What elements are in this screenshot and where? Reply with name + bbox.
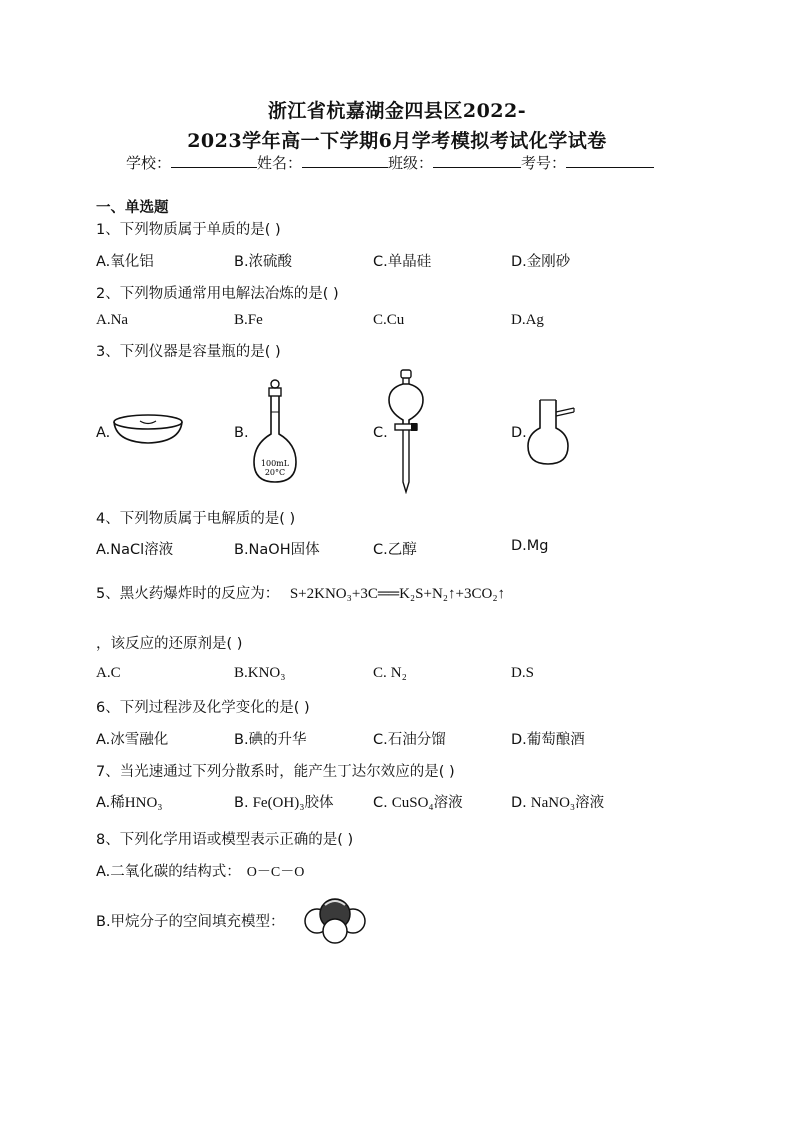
q2-option-d[interactable]: D.Ag	[511, 312, 544, 328]
exam-title-line-1: 浙江省杭嘉湖金四县区2022-	[267, 100, 527, 122]
q5-option-a[interactable]: A.C	[96, 665, 121, 681]
separatory-funnel-icon	[385, 368, 429, 494]
q4-option-a[interactable]: A.NaCl溶液	[96, 542, 174, 558]
exam-number-label: 考号：	[521, 154, 567, 172]
school-field[interactable]	[171, 153, 257, 168]
flask-temperature-label: 20°C	[264, 468, 286, 477]
q7-option-c-formula: CuSO₄	[391, 795, 434, 811]
q7-option-a[interactable]	[96, 791, 163, 812]
q7-option-c-label: C.	[373, 795, 388, 811]
q8-option-a-formula: O－C－O	[246, 865, 305, 880]
q8-option-b[interactable]	[96, 910, 285, 931]
q8-stem: 8、下列化学用语或模型表示正确的是( )	[96, 832, 354, 848]
q5-option-c[interactable]	[373, 665, 407, 682]
methane-space-filling-model-icon	[301, 893, 369, 945]
q6-option-a[interactable]: A.冰雪融化	[96, 732, 169, 748]
q1-option-b[interactable]: B.浓硫酸	[234, 254, 293, 270]
section-heading: 一、单选题	[96, 200, 169, 216]
q7-option-b-formula: Fe(OH)₃	[252, 795, 305, 811]
q1-option-c[interactable]: C.单晶硅	[373, 254, 432, 270]
q2-option-c[interactable]: C.Cu	[373, 312, 405, 328]
q6-option-c[interactable]: C.石油分馏	[373, 732, 446, 748]
q7-option-d-formula: NaNO₃	[530, 795, 576, 811]
q8-option-a-label: A.二氧化碳的结构式：	[96, 864, 241, 880]
class-label: 班级：	[388, 154, 434, 172]
q1-option-a[interactable]: A.氧化铝	[96, 254, 154, 270]
q7-option-d-label: D.	[511, 795, 527, 811]
exam-number-field[interactable]	[566, 153, 654, 168]
q1-option-d[interactable]: D.金刚砂	[511, 254, 571, 270]
exam-title-line-2: 2023学年高一下学期6月学考模拟考试化学试卷	[187, 130, 607, 152]
name-field[interactable]	[302, 153, 388, 168]
q7-option-a-formula: HNO₃	[124, 795, 163, 811]
q5-option-b-letter: B.	[234, 665, 248, 681]
q6-option-b[interactable]: B.碘的升华	[234, 732, 307, 748]
school-label: 学校：	[126, 154, 172, 172]
q5-equation: S+2KNO₃+3C══K₂S+N₂↑+3CO₂↑	[289, 586, 506, 602]
q3-option-d[interactable]: D.	[511, 425, 527, 441]
q7-option-b[interactable]	[234, 791, 333, 812]
q5-stem-line	[96, 582, 505, 603]
q7-option-c[interactable]	[373, 791, 463, 812]
q3-option-b[interactable]: B.	[234, 425, 249, 441]
q5-option-d[interactable]: D.S	[511, 665, 534, 681]
q4-option-b[interactable]: B.NaOH固体	[234, 542, 320, 558]
q3-stem: 3、下列仪器是容量瓶的是( )	[96, 344, 281, 360]
q4-option-d[interactable]: D.Mg	[511, 538, 549, 554]
q2-option-b[interactable]: B.Fe	[234, 312, 263, 328]
q7-option-b-suffix: 胶体	[304, 795, 334, 811]
q7-option-d[interactable]	[511, 791, 604, 812]
q5-stem-prefix: 5、黑火药爆炸时的反应为：	[96, 586, 280, 602]
q2-option-a[interactable]: A.Na	[96, 312, 129, 328]
distillation-flask-icon	[526, 398, 578, 466]
q1-stem: 1、下列物质属于单质的是( )	[96, 222, 281, 238]
q4-option-c[interactable]: C.乙醇	[373, 542, 417, 558]
q4-stem: 4、下列物质属于电解质的是( )	[96, 511, 296, 527]
q7-option-c-suffix: 溶液	[433, 795, 463, 811]
q5-stem-suffix: ，该反应的还原剂是( )	[96, 636, 243, 652]
q8-option-b-label: B.甲烷分子的空间填充模型：	[96, 914, 285, 930]
q7-option-a-label: A.稀	[96, 795, 125, 811]
student-info-row	[126, 152, 654, 173]
q5-option-b-formula: KNO₃	[247, 665, 286, 681]
name-label: 姓名：	[257, 154, 303, 172]
q7-stem: 7、当光速通过下列分散系时，能产生丁达尔效应的是( )	[96, 764, 455, 780]
q8-option-a[interactable]	[96, 860, 304, 881]
q3-option-a[interactable]: A.	[96, 425, 111, 441]
q5-option-c-letter: C.	[373, 665, 387, 681]
class-field[interactable]	[433, 153, 521, 168]
volumetric-flask-icon	[250, 378, 300, 486]
q6-option-d[interactable]: D.葡萄酿酒	[511, 732, 585, 748]
q7-option-d-suffix: 溶液	[575, 795, 605, 811]
evaporating-dish-icon	[110, 412, 186, 448]
q5-option-b[interactable]	[234, 665, 286, 682]
q2-stem: 2、下列物质通常用电解法冶炼的是( )	[96, 286, 339, 302]
q7-option-b-label: B.	[234, 795, 249, 811]
q6-stem: 6、下列过程涉及化学变化的是( )	[96, 700, 310, 716]
q3-option-c[interactable]: C.	[373, 425, 388, 441]
q5-option-c-formula: N₂	[390, 665, 407, 681]
flask-volume-label: 100mL	[260, 459, 290, 468]
